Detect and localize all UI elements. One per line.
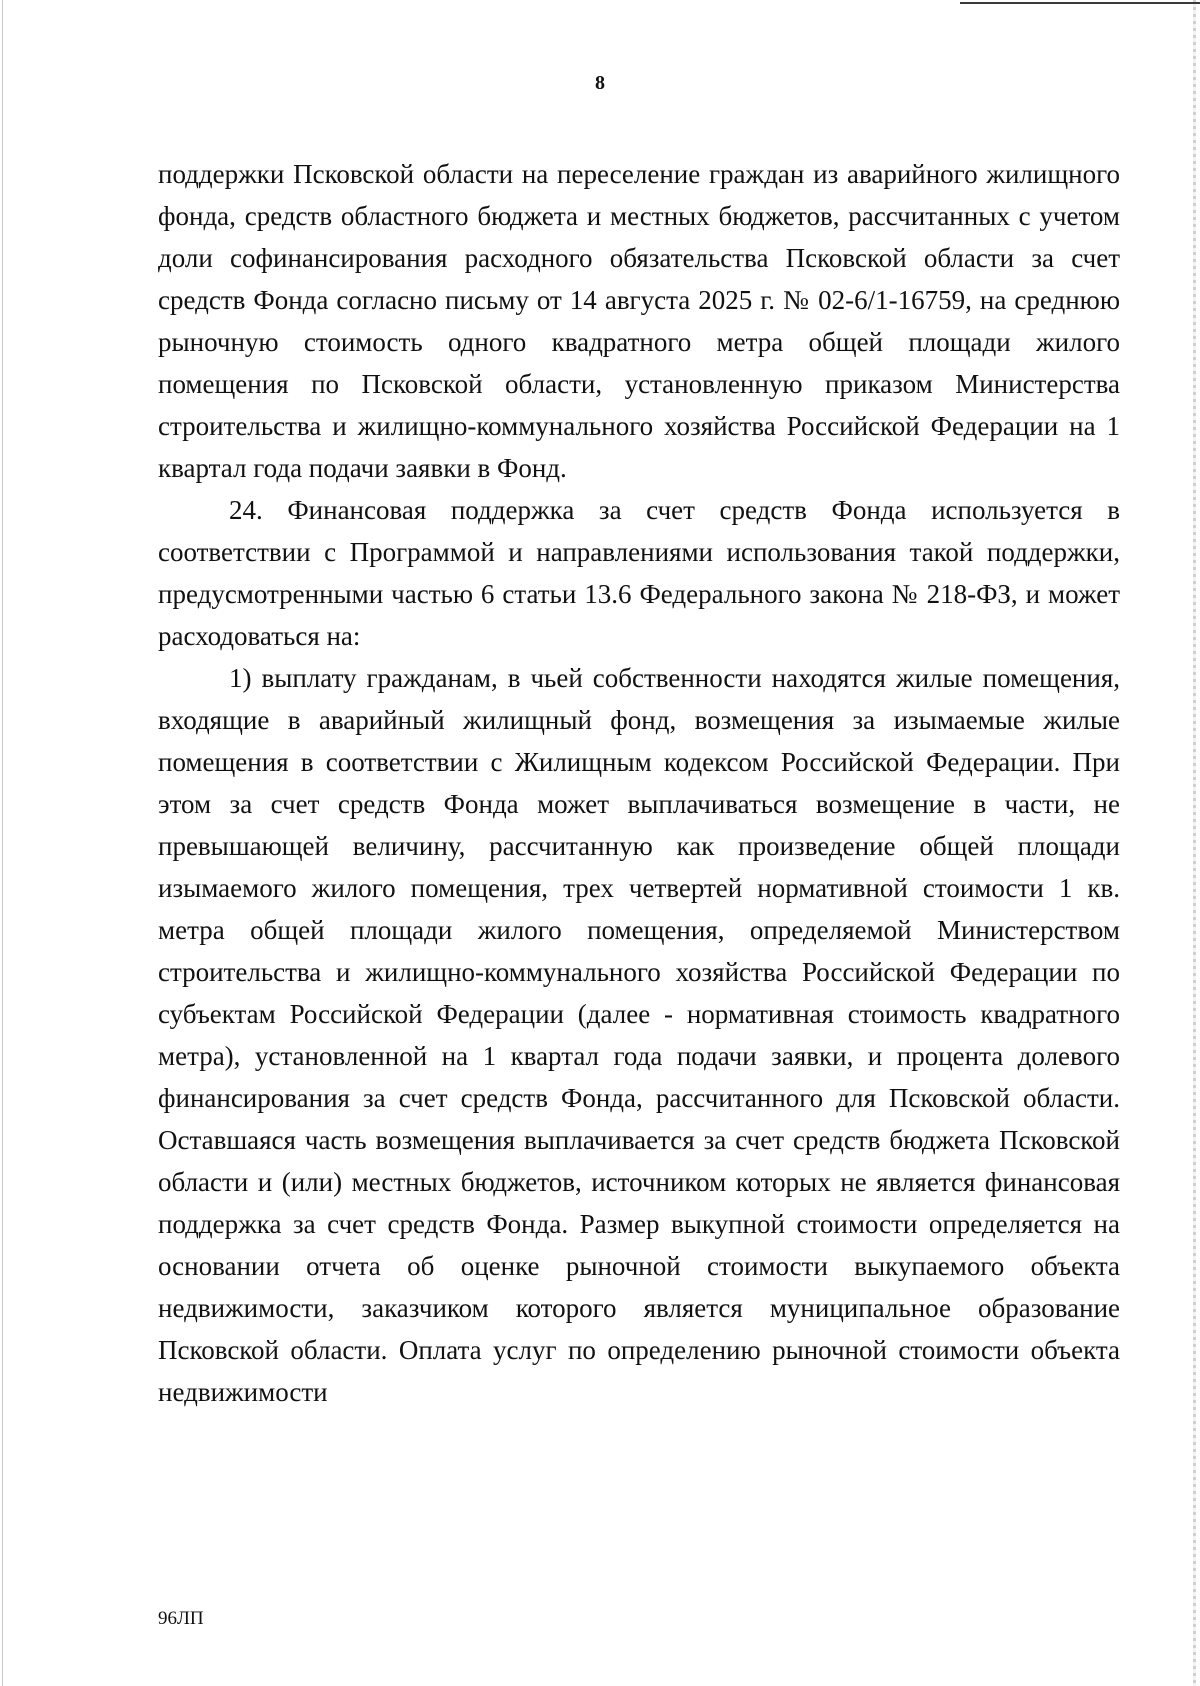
page-number: 8	[595, 72, 605, 94]
scan-left-edge	[2, 0, 3, 1686]
paragraph-continuation: поддержки Псковской области на переселение граждан из аварийного жилищного фонда, средств областного бюджета и местных бюджетов, рассчитанных с учетом доли софинансирования расходного обязательства Псковской области за счет средств Фонда согласно письму от 14 августа 2025 г. № 02-6/1-16759, на среднюю рыночную стоимость одного квадратного метра общей площади жилого помещения по Псковской области, установленную приказом Министерства строительства и жилищно-коммунального хозяйства Российской Федерации на 1 квартал года подачи заявки в Фонд.	[158, 159, 1120, 483]
footer-code: 96ЛП	[158, 1608, 204, 1629]
paragraph-item-24: 24. Финансовая поддержка за счет средств Фонда используется в соответствии с Программой и направлениями использования такой поддержки, предусмотренными частью 6 статьи 13.6 Федерального закона № 218-ФЗ, и может расходоваться на:	[158, 495, 1120, 651]
scan-right-edge	[1193, 0, 1196, 1686]
paragraph-subitem-1: 1) выплату гражданам, в чьей собственности находятся жилые помещения, входящие в аварийный жилищный фонд, возмещения за изымаемые жилые помещения в соответствии с Жилищным кодексом Российской Федерации. При этом за счет средств Фонда может выплачиваться возмещение в части, не превышающей величину, рассчитанную как произведение общей площади изымаемого жилого помещения, трех четвертей нормативной стоимости 1 кв. метра общей площади жилого помещения, определяемой Министерством строительства и жилищно-коммунального хозяйства Российской Федерации по субъектам Российской Федерации (далее - нормативная стоимость квадратного метра), установленной на 1 квартал года подачи заявки, и процента долевого финансирования за счет средств Фонда, рассчитанного для Псковской области. Оставшаяся часть возмещения выплачивается за счет средств бюджета Псковской области и (или) местных бюджетов, источником которых не является финансовая поддержка за счет средств Фонда. Размер выкупной стоимости определяется на основании отчета об оценке рыночной стоимости выкупаемого объекта недвижимости, заказчиком которого является муниципальное образование Псковской области. Оплата услуг по определению рыночной стоимости объекта недвижимости	[158, 663, 1120, 1407]
document-body	[158, 153, 1120, 1413]
scan-top-line	[960, 2, 1200, 4]
